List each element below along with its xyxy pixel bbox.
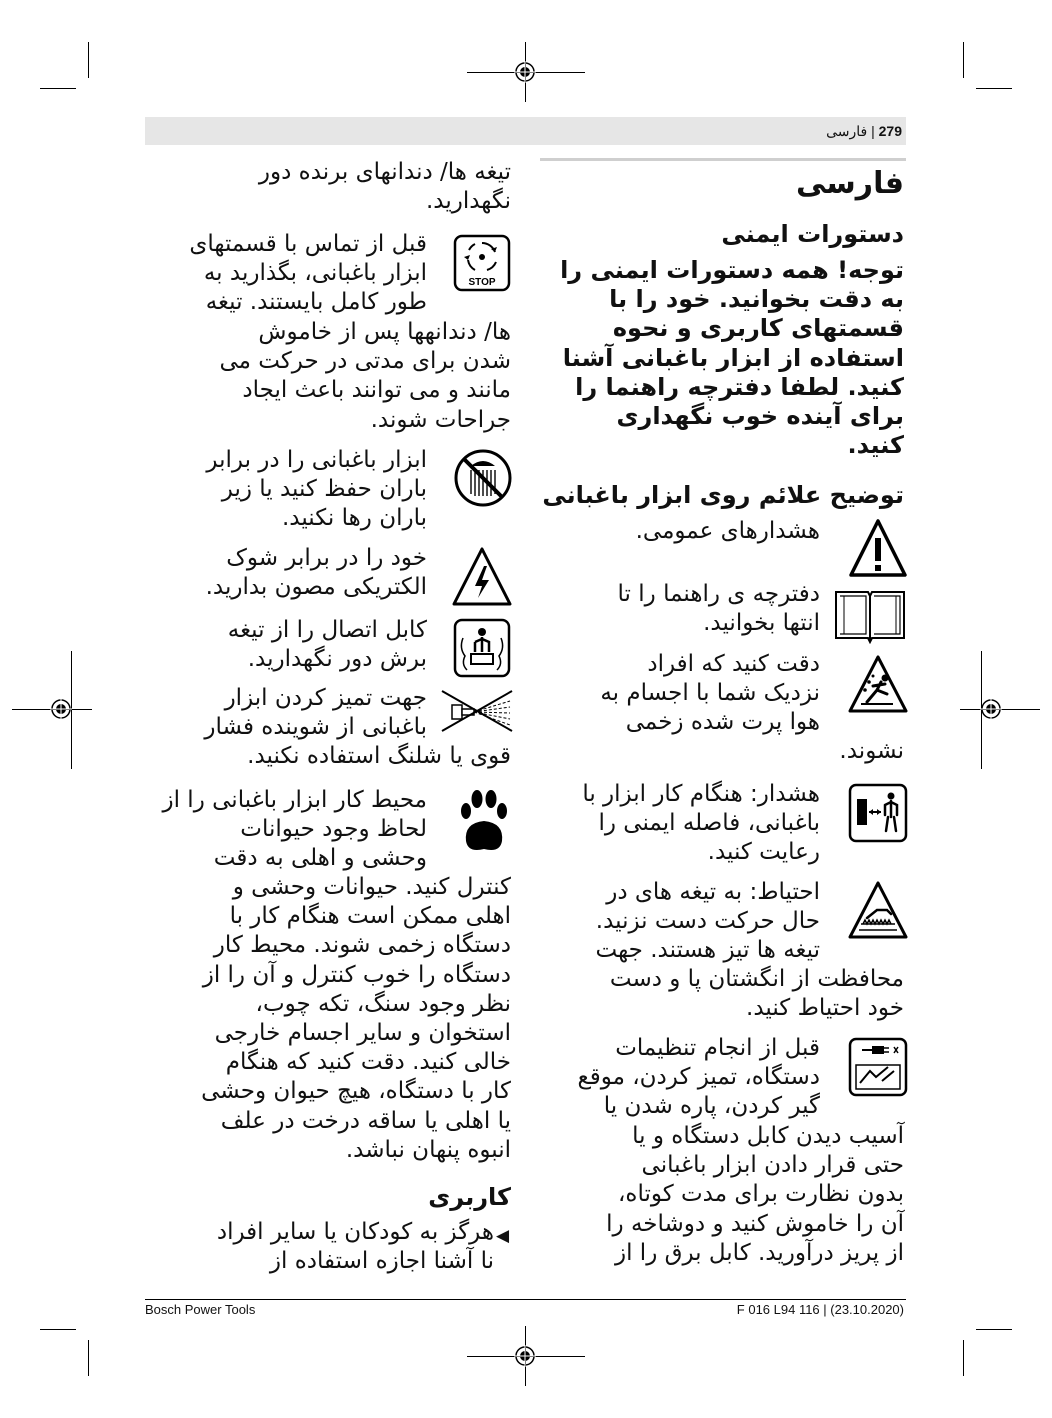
bullet-arrow-icon: ◀	[496, 1226, 510, 1246]
registration-target-icon	[514, 1345, 536, 1367]
crop-mark	[40, 88, 76, 89]
symbol-text-unplug-cont: آسیب دیدن کابل دستگاه و یا حتی قرار دادن ابزار باغبانی بدون نظارت برای مدت کوتاه، آن را خاموش کنید و دوشاخه را از پریز درآورید. کابل برق را از	[606, 1123, 904, 1266]
usage-heading: کاربری	[428, 1183, 511, 1211]
registration-target-icon	[514, 61, 536, 83]
symbol-text-animals-cont: کنترل کنید. حیوانات وحشی و اهلی ممکن است هنگام کار با دستگاه زخمی شوند. محیط کار دستگاه را خوب کنترل و آن را از نظر وجود سنگ، تکه چوب، استخوان و سایر اجسام خارجی خالی کنید. دقت کنید که هنگام کار با دستگاه، هیچ حیوان وحشی یا اهلی یا ساقه درخت در علف انبوه پنهان نباشد.	[201, 874, 511, 1163]
symbol-text-sharp-blades-cont: محافظت از انگشتان پا و دست خود احتیاط کنید.	[609, 966, 904, 1022]
symbol-text-unplug: قبل از انجام تنظیمات دستگاه، تمیز کردن، موقع گیر کردن، پاره شدن یا	[577, 1035, 820, 1120]
electric-shock-icon	[451, 546, 513, 608]
symbol-text-animals: محیط کار ابزار باغبانی را از لحاظ وجود حیوانات وحشی و اهلی به دقت	[162, 787, 427, 872]
symbol-text-no-rain: ابزار باغبانی را در برابر باران حفظ کنید یا زیر باران رها نکنید.	[206, 447, 427, 532]
symbols-heading: توضیح علائم روی ابزار باغبانی	[542, 481, 904, 509]
warning-triangle-icon	[848, 518, 908, 578]
page-header	[826, 123, 902, 140]
svg-text:STOP: STOP	[468, 277, 496, 288]
symbol-text-cable-away: کابل اتصال را از تیغه برش دور نگهدارید.	[227, 617, 427, 673]
registration-target-icon	[980, 698, 1002, 720]
unplug-icon	[848, 1037, 908, 1097]
animal-paw-icon	[456, 787, 512, 857]
symbol-text-electric-shock: خود را در برابر شوک الکتریکی مصون بدارید.	[205, 545, 427, 601]
registration-target-icon	[50, 698, 72, 720]
symbol-text-stop-cont: ها/ دندانهها پس از خاموش شدن برای مدتی در حرکت می مانند و می توانند باعث ایجاد جراحات شوند.	[219, 319, 511, 433]
safety-heading: دستورات ایمنی	[721, 220, 904, 248]
crop-mark	[976, 88, 1012, 89]
usage-paragraph: هرگز به کودکان یا سایر افراد نا آشنا اجازه استفاده از	[216, 1219, 494, 1275]
footer-doc-id: F 016 L94 116 | (23.10.2020)	[736, 1302, 904, 1317]
attention-paragraph: توجه! همه دستورات ایمنی را به دقت بخوانید. خود را با قسمتهای کاربری و نحوه استفاده از ابزار باغبانی آشنا کنید. لطفا دفترچه راهنما را برای آینده خوب نگهداری کنید.	[560, 256, 904, 460]
symbol-text-sharp-blades: احتیاط: به تیغه های در حال حرکت دست نزنید. تیغه ها تیز هستند. جهت	[595, 879, 820, 964]
symbol-text-stop: قبل از تماس با قسمتهای ابزار باغبانی، بگذارید به طور کامل بایستند. تیغه	[189, 231, 427, 316]
page-header-bar	[145, 117, 906, 145]
crop-mark	[963, 42, 964, 78]
crop-mark	[963, 1340, 964, 1376]
sharp-blades-icon	[847, 880, 909, 940]
symbol-text-no-pressure-washer-end: قوی یا شلنگ استفاده نکنید.	[247, 743, 511, 769]
symbol-text-safety-distance: هشدار: هنگام کار ابزار با باغبانی، فاصله ایمنی را رعایت کنید.	[582, 781, 820, 866]
header-language: فارسی	[826, 123, 868, 139]
no-pressure-washer-icon	[440, 689, 514, 733]
footer-brand: Bosch Power Tools	[145, 1302, 256, 1317]
stop-rotation-icon	[453, 234, 511, 292]
no-rain-icon	[453, 448, 513, 508]
flying-objects-icon	[847, 654, 909, 714]
section-rule	[540, 158, 906, 161]
cable-away-icon	[453, 618, 511, 678]
footer-rule	[145, 1299, 906, 1300]
symbol-text-no-pressure-washer: جهت تمیز کردن ابزار باغبانی از شوینده فشار	[204, 685, 427, 741]
crop-mark	[88, 1340, 89, 1376]
crop-mark	[40, 1329, 76, 1330]
symbol-text-general-warning: هشدارهای عمومی.	[635, 518, 820, 544]
page-number: 279	[878, 123, 902, 139]
header-separator: |	[871, 123, 875, 139]
symbol-text-read-manual: دفترچه ی راهنما را تا انتها بخوانید.	[617, 581, 820, 637]
symbol-text-flying-objects: دقت کنید که افراد نزدیک شما با اجسام به هوا پرت شده زخمی	[600, 651, 820, 736]
crop-mark	[88, 42, 89, 78]
section-title: فارسی	[795, 166, 904, 201]
symbol-text-flying-objects-end: نشوند.	[839, 738, 904, 764]
crop-mark	[976, 1329, 1012, 1330]
manual-book-icon	[832, 586, 908, 644]
safety-distance-icon	[848, 783, 908, 843]
left-intro-paragraph: تیغه ها/ دندانهای برنده دور نگهدارید.	[258, 159, 511, 215]
